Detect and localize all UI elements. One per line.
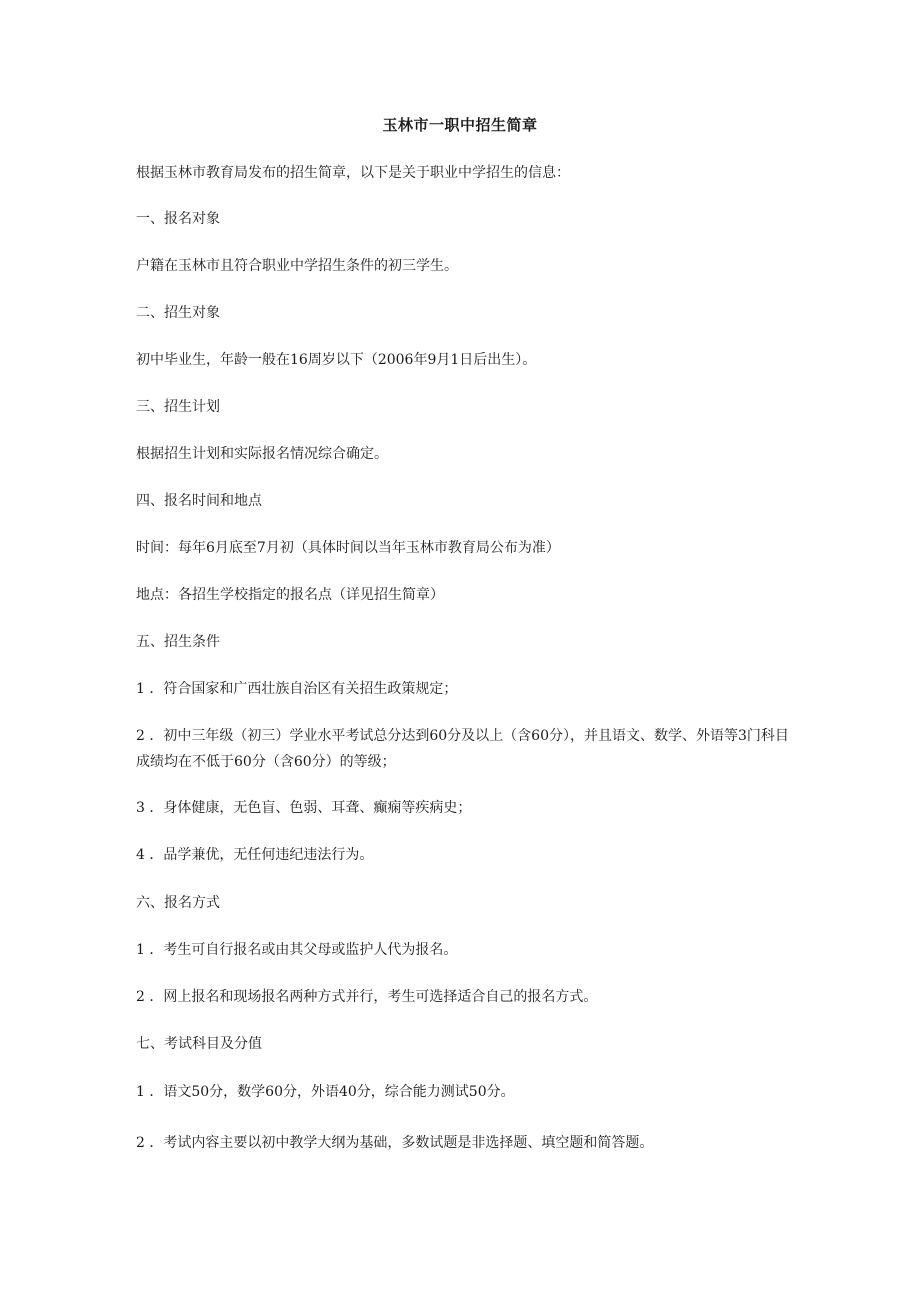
section-heading-3: 三、招生计划 (136, 399, 220, 415)
section-5-item-4: 4 ．品学兼优，无任何违纪违法行为。 (136, 847, 374, 863)
intro-paragraph: 根据玉林市教育局发布的招生简章，以下是关于职业中学招生的信息： (136, 165, 570, 181)
section-4-time: 时间：每年6月底至7月初（具体时间以当年玉林市教育局公布为准） (136, 540, 560, 556)
section-heading-2: 二、招生对象 (136, 305, 220, 321)
section-5-item-1: 1 ．符合国家和广西壮族自治区有关招生政策规定； (136, 681, 458, 697)
section-heading-4: 四、报名时间和地点 (136, 493, 262, 509)
section-heading-7: 七、考试科目及分值 (136, 1036, 262, 1052)
section-2-paragraph: 初中毕业生，年龄一般在16周岁以下（2006年9月1日后出生）。 (136, 352, 537, 368)
section-heading-5: 五、招生条件 (136, 634, 220, 650)
section-heading-1: 一、报名对象 (136, 211, 220, 227)
section-7-item-2: 2 ．考试内容主要以初中教学大纲为基础，多数试题是非选择题、填空题和简答题。 (136, 1135, 654, 1151)
section-5-item-3: 3 ．身体健康，无色盲、色弱、耳聋、癫痫等疾病史； (136, 800, 472, 816)
section-3-paragraph: 根据招生计划和实际报名情况综合确定。 (136, 446, 388, 462)
section-6-item-1: 1 ．考生可自行报名或由其父母或监护人代为报名。 (136, 942, 458, 958)
section-4-location: 地点：各招生学校指定的报名点（详见招生简章） (136, 587, 444, 603)
section-5-item-2: 2 ．初中三年级（初三）学业水平考试总分达到60分及以上（含60分），并且语文、数学、外语等3门科目成绩均在不低于60分（含60分）的等级； (136, 728, 789, 770)
section-1-paragraph: 户籍在玉林市且符合职业中学招生条件的初三学生。 (136, 258, 458, 274)
section-7-item-1: 1 ．语文50分，数学60分，外语40分，综合能力测试50分。 (136, 1084, 515, 1100)
section-6-item-2: 2 ．网上报名和现场报名两种方式并行，考生可选择适合自己的报名方式。 (136, 989, 598, 1005)
document-title: 玉林市一职中招生简章 (382, 116, 538, 134)
section-heading-6: 六、报名方式 (136, 895, 220, 911)
